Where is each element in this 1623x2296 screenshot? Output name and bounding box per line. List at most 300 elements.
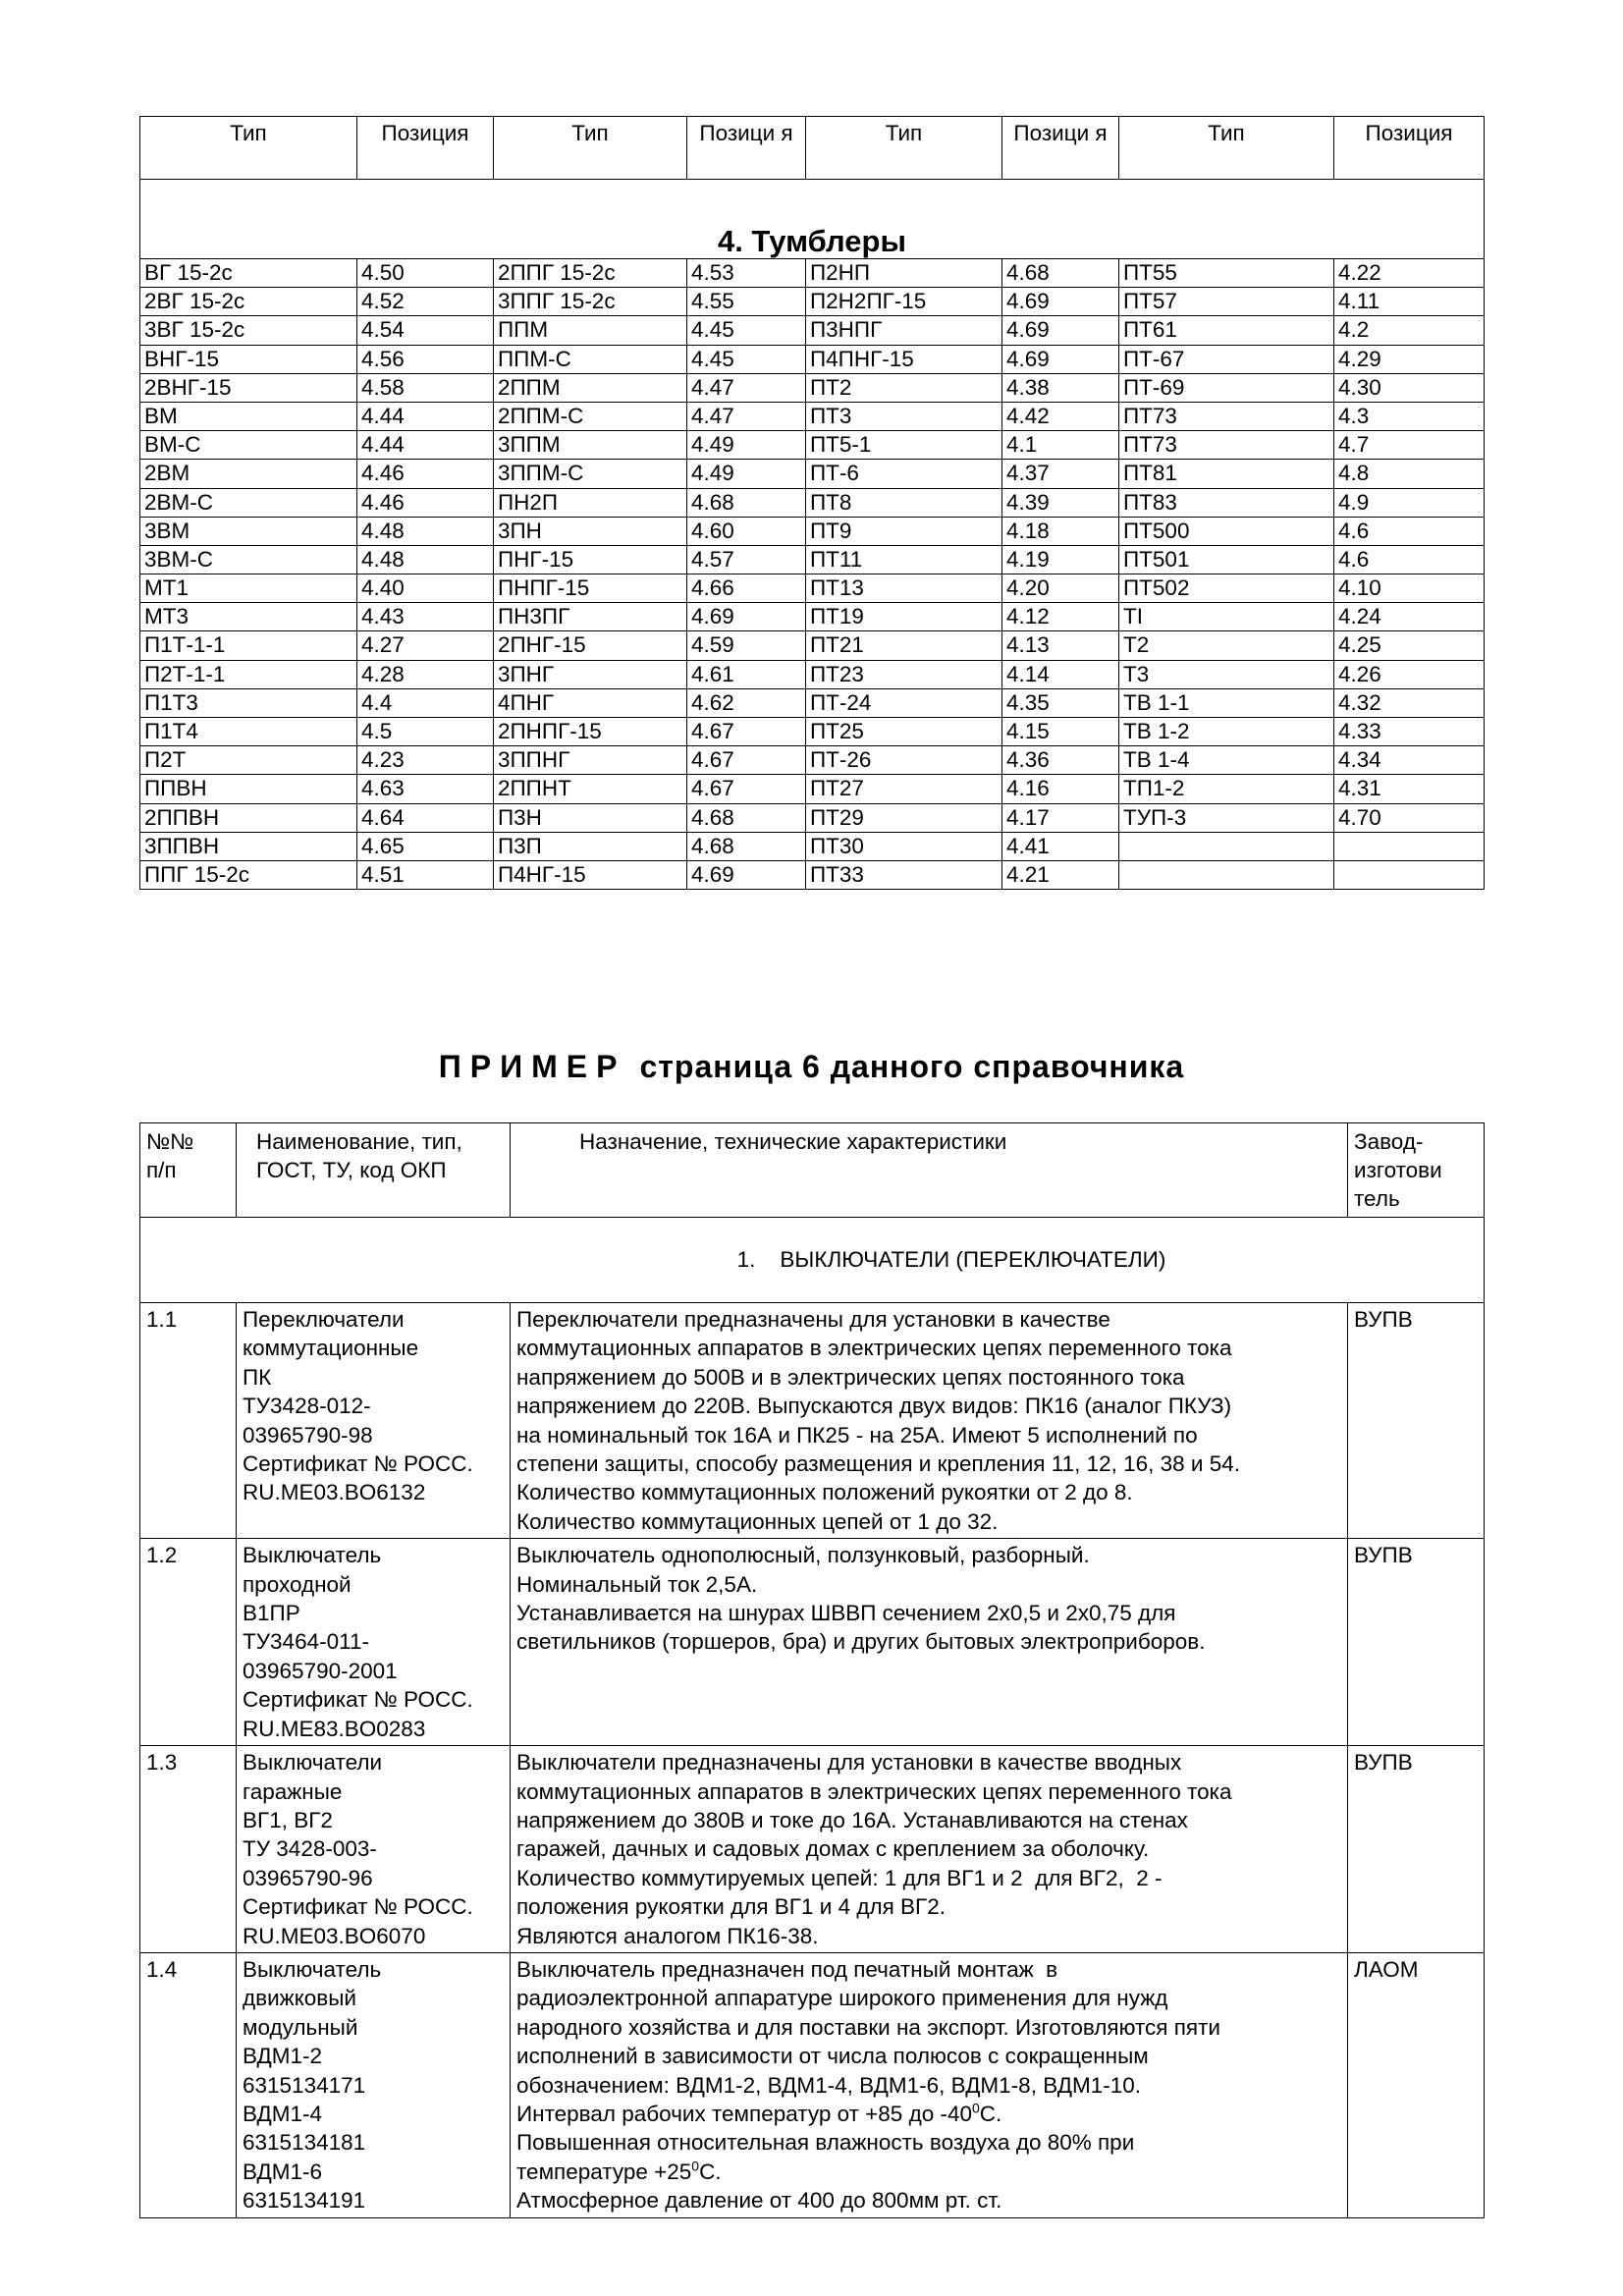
cell-position xyxy=(1334,832,1485,860)
cell-type: ПТ-6 xyxy=(806,460,1002,488)
item-description-line: Атмосферное давление от 400 до 800мм рт. ст. xyxy=(516,2188,1002,2214)
cell-position: 4.69 xyxy=(1002,316,1119,345)
temperature-unit: С. xyxy=(979,2101,1002,2126)
cell-position: 4.5 xyxy=(357,718,494,746)
cell-type: ТУП-3 xyxy=(1119,803,1334,832)
item-number: 1.1 xyxy=(140,1303,237,1539)
cell-position: 4.36 xyxy=(1002,746,1119,775)
cell-type: ПТ30 xyxy=(806,832,1002,860)
item-name-line: 6315134191 xyxy=(243,2188,366,2214)
table-row xyxy=(140,775,1485,803)
cell-type: ТI xyxy=(1119,603,1334,631)
item-description-line: Устанавливается на шнурах ШВВП сечением 2х0,5 и 2х0,75 для xyxy=(516,1601,1176,1626)
cell-type: П3П xyxy=(494,832,687,860)
table-row xyxy=(140,288,1485,316)
cell-position: 4.53 xyxy=(687,259,806,288)
cell-type: ПТ2 xyxy=(806,373,1002,402)
cell-type: 3ППНГ xyxy=(494,746,687,775)
cell-position: 4.10 xyxy=(1334,574,1485,603)
cell-type: П3НПГ xyxy=(806,316,1002,345)
cell-position: 4.3 xyxy=(1334,402,1485,430)
cell-type: 2ППМ xyxy=(494,373,687,402)
item-description-line: Выключатель предназначен под печатный монтаж в xyxy=(516,1956,1058,1982)
cell-position: 4.30 xyxy=(1334,373,1485,402)
cell-type: ПТ23 xyxy=(806,660,1002,688)
cell-type: П4НГ-15 xyxy=(494,860,687,889)
item-description-line: Переключатели предназначены для установки в качестве xyxy=(516,1307,1110,1332)
table-row xyxy=(140,345,1485,373)
cell-type: ПТ55 xyxy=(1119,259,1334,288)
cell-position: 4.38 xyxy=(1002,373,1119,402)
table-row xyxy=(140,718,1485,746)
cell-type: ПТ29 xyxy=(806,803,1002,832)
cell-type: 2ППВН xyxy=(140,803,357,832)
cell-position: 4.14 xyxy=(1002,660,1119,688)
table-row xyxy=(140,316,1485,345)
item-description-line: Выключатель однополюсный, ползунковый, разборный. xyxy=(516,1543,1090,1568)
item-name-cell xyxy=(237,1303,511,1539)
cell-position: 4.58 xyxy=(357,373,494,402)
cell-position: 4.56 xyxy=(357,345,494,373)
cell-type: ПТ3 xyxy=(806,402,1002,430)
item-description-line: Являются аналогом ПК16-38. xyxy=(516,1923,819,1948)
cell-position: 4.55 xyxy=(687,288,806,316)
header-type: Тип xyxy=(1119,117,1334,180)
cell-position: 4.49 xyxy=(687,431,806,460)
cell-position: 4.69 xyxy=(1002,345,1119,373)
item-description-line: положения рукоятки для ВГ1 и 4 для ВГ2. xyxy=(516,1894,946,1920)
cell-type: 3ВГ 15-2с xyxy=(140,316,357,345)
cell-type: 3ППМ-С xyxy=(494,460,687,488)
cell-position: 4.39 xyxy=(1002,488,1119,517)
cell-position: 4.48 xyxy=(357,545,494,574)
cell-position: 4.44 xyxy=(357,402,494,430)
cell-position: 4.50 xyxy=(357,259,494,288)
cell-position: 4.40 xyxy=(357,574,494,603)
example-header-row xyxy=(140,1123,1485,1218)
cell-type: ПТ-67 xyxy=(1119,345,1334,373)
cell-position: 4.35 xyxy=(1002,688,1119,717)
header-type: Тип xyxy=(806,117,1002,180)
table-row xyxy=(140,431,1485,460)
table-row xyxy=(140,460,1485,488)
cell-type: ПТ500 xyxy=(1119,517,1334,545)
cell-type: ТВ 1-1 xyxy=(1119,688,1334,717)
cell-position: 4.59 xyxy=(687,631,806,660)
item-description-cell xyxy=(511,1746,1348,1953)
cell-position: 4.29 xyxy=(1334,345,1485,373)
item-name-line: Выключатель xyxy=(243,1956,382,1982)
cell-type: ПТ61 xyxy=(1119,316,1334,345)
cell-type: П2НП xyxy=(806,259,1002,288)
cell-position: 4.31 xyxy=(1334,775,1485,803)
header-position: Позици я xyxy=(687,117,806,180)
cell-position: 4.64 xyxy=(357,803,494,832)
example-row xyxy=(140,1746,1485,1953)
cell-position: 4.67 xyxy=(687,718,806,746)
table-row xyxy=(140,517,1485,545)
cell-type: 3ПНГ xyxy=(494,660,687,688)
cell-position: 4.61 xyxy=(687,660,806,688)
cell-type: ПТ25 xyxy=(806,718,1002,746)
item-name-line: 6315134181 xyxy=(243,2130,366,2156)
cell-position: 4.70 xyxy=(1334,803,1485,832)
cell-position: 4.28 xyxy=(357,660,494,688)
table-row xyxy=(140,402,1485,430)
table-row xyxy=(140,746,1485,775)
item-description-cell xyxy=(511,1303,1348,1539)
cell-position: 4.47 xyxy=(687,402,806,430)
item-description-line: напряжением до 380В и токе до 16А. Устанавливаются на стенах xyxy=(516,1807,1188,1832)
item-description-line: напряжением до 220В. Выпускаются двух видов: ПК16 (аналог ПКУЗ) xyxy=(516,1394,1232,1419)
cell-position: 4.20 xyxy=(1002,574,1119,603)
cell-position: 4.60 xyxy=(687,517,806,545)
item-name-line: ВДМ1-4 xyxy=(243,2101,323,2126)
item-description-cell xyxy=(511,1539,1348,1746)
item-description-line: народного хозяйства и для поставки на экспорт. Изготовляются пяти xyxy=(516,2014,1220,2040)
cell-type: П2Т xyxy=(140,746,357,775)
cell-type: ПТ-69 xyxy=(1119,373,1334,402)
table-row xyxy=(140,803,1485,832)
cell-position: 4.69 xyxy=(687,860,806,889)
item-name-line: Выключатель xyxy=(243,1543,382,1568)
header-type: Тип xyxy=(140,117,357,180)
example-title-rest: страница 6 данного справочника xyxy=(639,1049,1185,1084)
header-name: Наименование, тип, ГОСТ, ТУ, код ОКП xyxy=(237,1123,511,1218)
cell-type: П1Т4 xyxy=(140,718,357,746)
temperature-unit: С. xyxy=(699,2159,722,2184)
table-row xyxy=(140,603,1485,631)
item-name-line: ВДМ1-6 xyxy=(243,2159,323,2184)
cell-type: ПТ502 xyxy=(1119,574,1334,603)
item-description-line: радиоэлектронной аппаратуре широкого применения для нужд xyxy=(516,1986,1168,2011)
item-description-line: Номинальный ток 2,5А. xyxy=(516,1571,758,1597)
item-name-line: ВДМ1-2 xyxy=(243,2044,323,2069)
cell-type: 3ППВН xyxy=(140,832,357,860)
item-description-line: светильников (торшеров, бра) и других бытовых электроприборов. xyxy=(516,1629,1206,1655)
cell-type: 3ППМ xyxy=(494,431,687,460)
cell-type: ПТ73 xyxy=(1119,431,1334,460)
cell-type: 2ВГ 15-2с xyxy=(140,288,357,316)
cell-type: ППВН xyxy=(140,775,357,803)
cell-type: 4ПНГ xyxy=(494,688,687,717)
cell-type: ПТ73 xyxy=(1119,402,1334,430)
cell-position: 4.46 xyxy=(357,488,494,517)
cell-type: ПТ11 xyxy=(806,545,1002,574)
cell-position: 4.65 xyxy=(357,832,494,860)
cell-type: ППМ-С xyxy=(494,345,687,373)
example-row xyxy=(140,1303,1485,1539)
cell-position: 4.48 xyxy=(357,517,494,545)
item-name-line: ТУ 3428-003- xyxy=(243,1836,377,1862)
table-row xyxy=(140,860,1485,889)
index-header-row xyxy=(140,117,1485,180)
cell-type: 3ПН xyxy=(494,517,687,545)
table-row xyxy=(140,574,1485,603)
cell-type: Т3 xyxy=(1119,660,1334,688)
section-title: 4. Тумблеры xyxy=(140,180,1485,259)
cell-position: 4.34 xyxy=(1334,746,1485,775)
cell-position: 4.25 xyxy=(1334,631,1485,660)
cell-type: ПТ9 xyxy=(806,517,1002,545)
cell-position: 4.62 xyxy=(687,688,806,717)
item-description-line: исполнений в зависимости от числа полюсов с сокращенным xyxy=(516,2044,1149,2069)
item-name-line: ВГ1, ВГ2 xyxy=(243,1807,333,1832)
cell-position: 4.17 xyxy=(1002,803,1119,832)
table-row xyxy=(140,631,1485,660)
table-row xyxy=(140,373,1485,402)
cell-type: ПТ57 xyxy=(1119,288,1334,316)
cell-type: ПНГ-15 xyxy=(494,545,687,574)
cell-position: 4.47 xyxy=(687,373,806,402)
item-name-line: гаражные xyxy=(243,1778,343,1804)
item-name-line: RU.ME03.BO6070 xyxy=(243,1923,426,1948)
cell-position: 4.15 xyxy=(1002,718,1119,746)
item-name-line: Сертификат № РОСС. xyxy=(243,1451,473,1477)
cell-position: 4.41 xyxy=(1002,832,1119,860)
section-row xyxy=(140,180,1485,259)
item-description-line xyxy=(516,2100,1341,2128)
item-name-cell xyxy=(237,1746,511,1953)
item-name-line: ТУ3464-011- xyxy=(243,1629,369,1655)
cell-position: 4.33 xyxy=(1334,718,1485,746)
item-number: 1.4 xyxy=(140,1952,237,2217)
cell-position: 4.7 xyxy=(1334,431,1485,460)
example-section-row xyxy=(140,1218,1485,1303)
cell-position: 4.4 xyxy=(357,688,494,717)
cell-position: 4.18 xyxy=(1002,517,1119,545)
cell-type: ПТ21 xyxy=(806,631,1002,660)
cell-position: 4.68 xyxy=(1002,259,1119,288)
item-description-line: Количество коммутационных цепей от 1 до 32. xyxy=(516,1508,999,1534)
item-name-line: RU.ME03.BO6132 xyxy=(243,1480,426,1505)
item-description-line: Количество коммутационных положений рукоятки от 2 до 8. xyxy=(516,1480,1133,1505)
cell-type: ВГ 15-2с xyxy=(140,259,357,288)
item-name-line: движковый xyxy=(243,1986,357,2011)
item-name-line: Переключатели xyxy=(243,1307,405,1332)
item-name-line: 6315134171 xyxy=(243,2072,366,2098)
item-description-line xyxy=(516,2158,1341,2186)
cell-position: 4.11 xyxy=(1334,288,1485,316)
cell-type: ВМ-С xyxy=(140,431,357,460)
item-description-line: на номинальный ток 16А и ПК25 - на 25А. Имеют 5 исполнений по xyxy=(516,1422,1198,1448)
cell-position: 4.9 xyxy=(1334,488,1485,517)
item-number: 1.3 xyxy=(140,1746,237,1953)
cell-type: ПТ5-1 xyxy=(806,431,1002,460)
index-table xyxy=(139,116,1485,890)
cell-type: ПТ13 xyxy=(806,574,1002,603)
item-name-cell xyxy=(237,1539,511,1746)
item-name-line: Сертификат № РОСС. xyxy=(243,1687,473,1713)
item-name-cell xyxy=(237,1952,511,2217)
degree-mark: 0 xyxy=(972,2100,980,2116)
table-row xyxy=(140,545,1485,574)
item-description-line: степени защиты, способу размещения и крепления 11, 12, 16, 38 и 54. xyxy=(516,1451,1241,1477)
cell-type: ВНГ-15 xyxy=(140,345,357,373)
cell-type: ВМ xyxy=(140,402,357,430)
cell-type: ПТ501 xyxy=(1119,545,1334,574)
header-position: Позиция xyxy=(1334,117,1485,180)
cell-position: 4.54 xyxy=(357,316,494,345)
cell-type: П1Т3 xyxy=(140,688,357,717)
cell-position: 4.22 xyxy=(1334,259,1485,288)
item-name-line: Выключатели xyxy=(243,1750,383,1776)
cell-position: 4.1 xyxy=(1002,431,1119,460)
item-name-line: RU.ME83.BO0283 xyxy=(243,1716,426,1741)
header-number: №№ п/п xyxy=(140,1123,237,1218)
cell-type: ПНПГ-15 xyxy=(494,574,687,603)
item-description-line: Выключатели предназначены для установки в качестве вводных xyxy=(516,1750,1182,1776)
item-description-cell xyxy=(511,1952,1348,2217)
cell-type: ППМ xyxy=(494,316,687,345)
item-manufacturer: ВУПВ xyxy=(1348,1303,1485,1539)
cell-type: П3Н xyxy=(494,803,687,832)
cell-type: 2ППНТ xyxy=(494,775,687,803)
cell-position: 4.68 xyxy=(687,832,806,860)
cell-position: 4.63 xyxy=(357,775,494,803)
cell-position: 4.27 xyxy=(357,631,494,660)
cell-type: 2ВМ xyxy=(140,460,357,488)
cell-type: П4ПНГ-15 xyxy=(806,345,1002,373)
example-row xyxy=(140,1952,1485,2217)
cell-position: 4.46 xyxy=(357,460,494,488)
cell-position: 4.8 xyxy=(1334,460,1485,488)
cell-position: 4.32 xyxy=(1334,688,1485,717)
cell-type: 2ППМ-С xyxy=(494,402,687,430)
item-name-line: 03965790-98 xyxy=(243,1422,373,1448)
cell-type: ПТ83 xyxy=(1119,488,1334,517)
table-row xyxy=(140,660,1485,688)
cell-type: ППГ 15-2с xyxy=(140,860,357,889)
cell-type: ПН2П xyxy=(494,488,687,517)
cell-type: ПТ8 xyxy=(806,488,1002,517)
cell-type: ПТ-26 xyxy=(806,746,1002,775)
item-name-line: ТУ3428-012- xyxy=(243,1394,371,1419)
item-description-line: коммутационных аппаратов в электрических цепях переменного тока xyxy=(516,1778,1232,1804)
cell-type: ПТ19 xyxy=(806,603,1002,631)
item-name-line: ПК xyxy=(243,1364,272,1390)
cell-type: 3ВМ xyxy=(140,517,357,545)
cell-type: 3ВМ-С xyxy=(140,545,357,574)
cell-position: 4.42 xyxy=(1002,402,1119,430)
cell-position: 4.23 xyxy=(357,746,494,775)
cell-position: 4.69 xyxy=(1002,288,1119,316)
cell-position: 4.13 xyxy=(1002,631,1119,660)
item-manufacturer: ЛАОМ xyxy=(1348,1952,1485,2217)
temperature-text: Интервал рабочих температур от +85 до -40 xyxy=(516,2101,972,2126)
cell-position: 4.24 xyxy=(1334,603,1485,631)
cell-position: 4.2 xyxy=(1334,316,1485,345)
item-description-line: коммутационных аппаратов в электрических цепях переменного тока xyxy=(516,1336,1232,1361)
table-row xyxy=(140,832,1485,860)
cell-position: 4.66 xyxy=(687,574,806,603)
item-name-line: 03965790-96 xyxy=(243,1865,373,1890)
cell-type: ТП1-2 xyxy=(1119,775,1334,803)
table-row xyxy=(140,688,1485,717)
cell-type: 2ВНГ-15 xyxy=(140,373,357,402)
item-description-line: напряжением до 500В и в электрических цепях постоянного тока xyxy=(516,1364,1185,1390)
item-description-line: Количество коммутируемых цепей: 1 для ВГ1 и 2 для ВГ2, 2 - xyxy=(516,1865,1163,1890)
cell-type: П2Т-1-1 xyxy=(140,660,357,688)
cell-type: 2ППГ 15-2с xyxy=(494,259,687,288)
cell-type: ПН3ПГ xyxy=(494,603,687,631)
cell-position: 4.43 xyxy=(357,603,494,631)
cell-position: 4.45 xyxy=(687,345,806,373)
example-section-title: 1. ВЫКЛЮЧАТЕЛИ (ПЕРЕКЛЮЧАТЕЛИ) xyxy=(140,1218,1485,1303)
cell-position: 4.6 xyxy=(1334,545,1485,574)
cell-position: 4.68 xyxy=(687,803,806,832)
item-name-line: В1ПР xyxy=(243,1601,300,1626)
cell-position: 4.68 xyxy=(687,488,806,517)
item-manufacturer: ВУПВ xyxy=(1348,1539,1485,1746)
cell-position: 4.26 xyxy=(1334,660,1485,688)
cell-type: ПТ-24 xyxy=(806,688,1002,717)
example-row xyxy=(140,1539,1485,1746)
example-title xyxy=(0,1049,1623,1085)
cell-position: 4.67 xyxy=(687,775,806,803)
cell-position xyxy=(1334,860,1485,889)
cell-position: 4.37 xyxy=(1002,460,1119,488)
cell-type: 2ПНГ-15 xyxy=(494,631,687,660)
cell-type: МТ3 xyxy=(140,603,357,631)
header-purpose: Назначение, технические характеристики xyxy=(511,1123,1348,1218)
cell-type: ПТ33 xyxy=(806,860,1002,889)
cell-type xyxy=(1119,832,1334,860)
item-name-line: 03965790-2001 xyxy=(243,1658,398,1683)
cell-position: 4.69 xyxy=(687,603,806,631)
item-description-line: Повышенная относительная влажность воздуха до 80% при xyxy=(516,2130,1135,2156)
cell-position: 4.57 xyxy=(687,545,806,574)
item-name-line: модульный xyxy=(243,2014,358,2040)
cell-position: 4.12 xyxy=(1002,603,1119,631)
example-table xyxy=(139,1122,1485,2218)
cell-type xyxy=(1119,860,1334,889)
header-position: Позици я xyxy=(1002,117,1119,180)
cell-position: 4.45 xyxy=(687,316,806,345)
humidity-temperature-text: температуре +25 xyxy=(516,2159,692,2184)
item-description-line: гаражей, дачных и садовых домах с креплением за оболочку. xyxy=(516,1836,1150,1862)
cell-type: ПТ27 xyxy=(806,775,1002,803)
cell-position: 4.16 xyxy=(1002,775,1119,803)
cell-type: 3ППГ 15-2с xyxy=(494,288,687,316)
item-number: 1.2 xyxy=(140,1539,237,1746)
cell-position: 4.52 xyxy=(357,288,494,316)
table-row xyxy=(140,488,1485,517)
header-type: Тип xyxy=(494,117,687,180)
cell-position: 4.6 xyxy=(1334,517,1485,545)
cell-position: 4.67 xyxy=(687,746,806,775)
cell-type: ТВ 1-2 xyxy=(1119,718,1334,746)
cell-type: 2ВМ-С xyxy=(140,488,357,517)
cell-position: 4.44 xyxy=(357,431,494,460)
example-title-word: ПРИМЕР xyxy=(438,1049,626,1084)
cell-type: Т2 xyxy=(1119,631,1334,660)
cell-position: 4.19 xyxy=(1002,545,1119,574)
cell-type: 2ПНПГ-15 xyxy=(494,718,687,746)
cell-position: 4.51 xyxy=(357,860,494,889)
item-manufacturer: ВУПВ xyxy=(1348,1746,1485,1953)
table-row xyxy=(140,259,1485,288)
item-name-line: проходной xyxy=(243,1571,352,1597)
cell-position: 4.21 xyxy=(1002,860,1119,889)
degree-mark: 0 xyxy=(691,2158,700,2174)
cell-type: П1Т-1-1 xyxy=(140,631,357,660)
cell-type: ПТ81 xyxy=(1119,460,1334,488)
header-position: Позиция xyxy=(357,117,494,180)
item-description-line: обозначением: ВДМ1-2, ВДМ1-4, ВДМ1-6, ВДМ1-8, ВДМ1-10. xyxy=(516,2072,1141,2098)
cell-type: ТВ 1-4 xyxy=(1119,746,1334,775)
cell-type: МТ1 xyxy=(140,574,357,603)
